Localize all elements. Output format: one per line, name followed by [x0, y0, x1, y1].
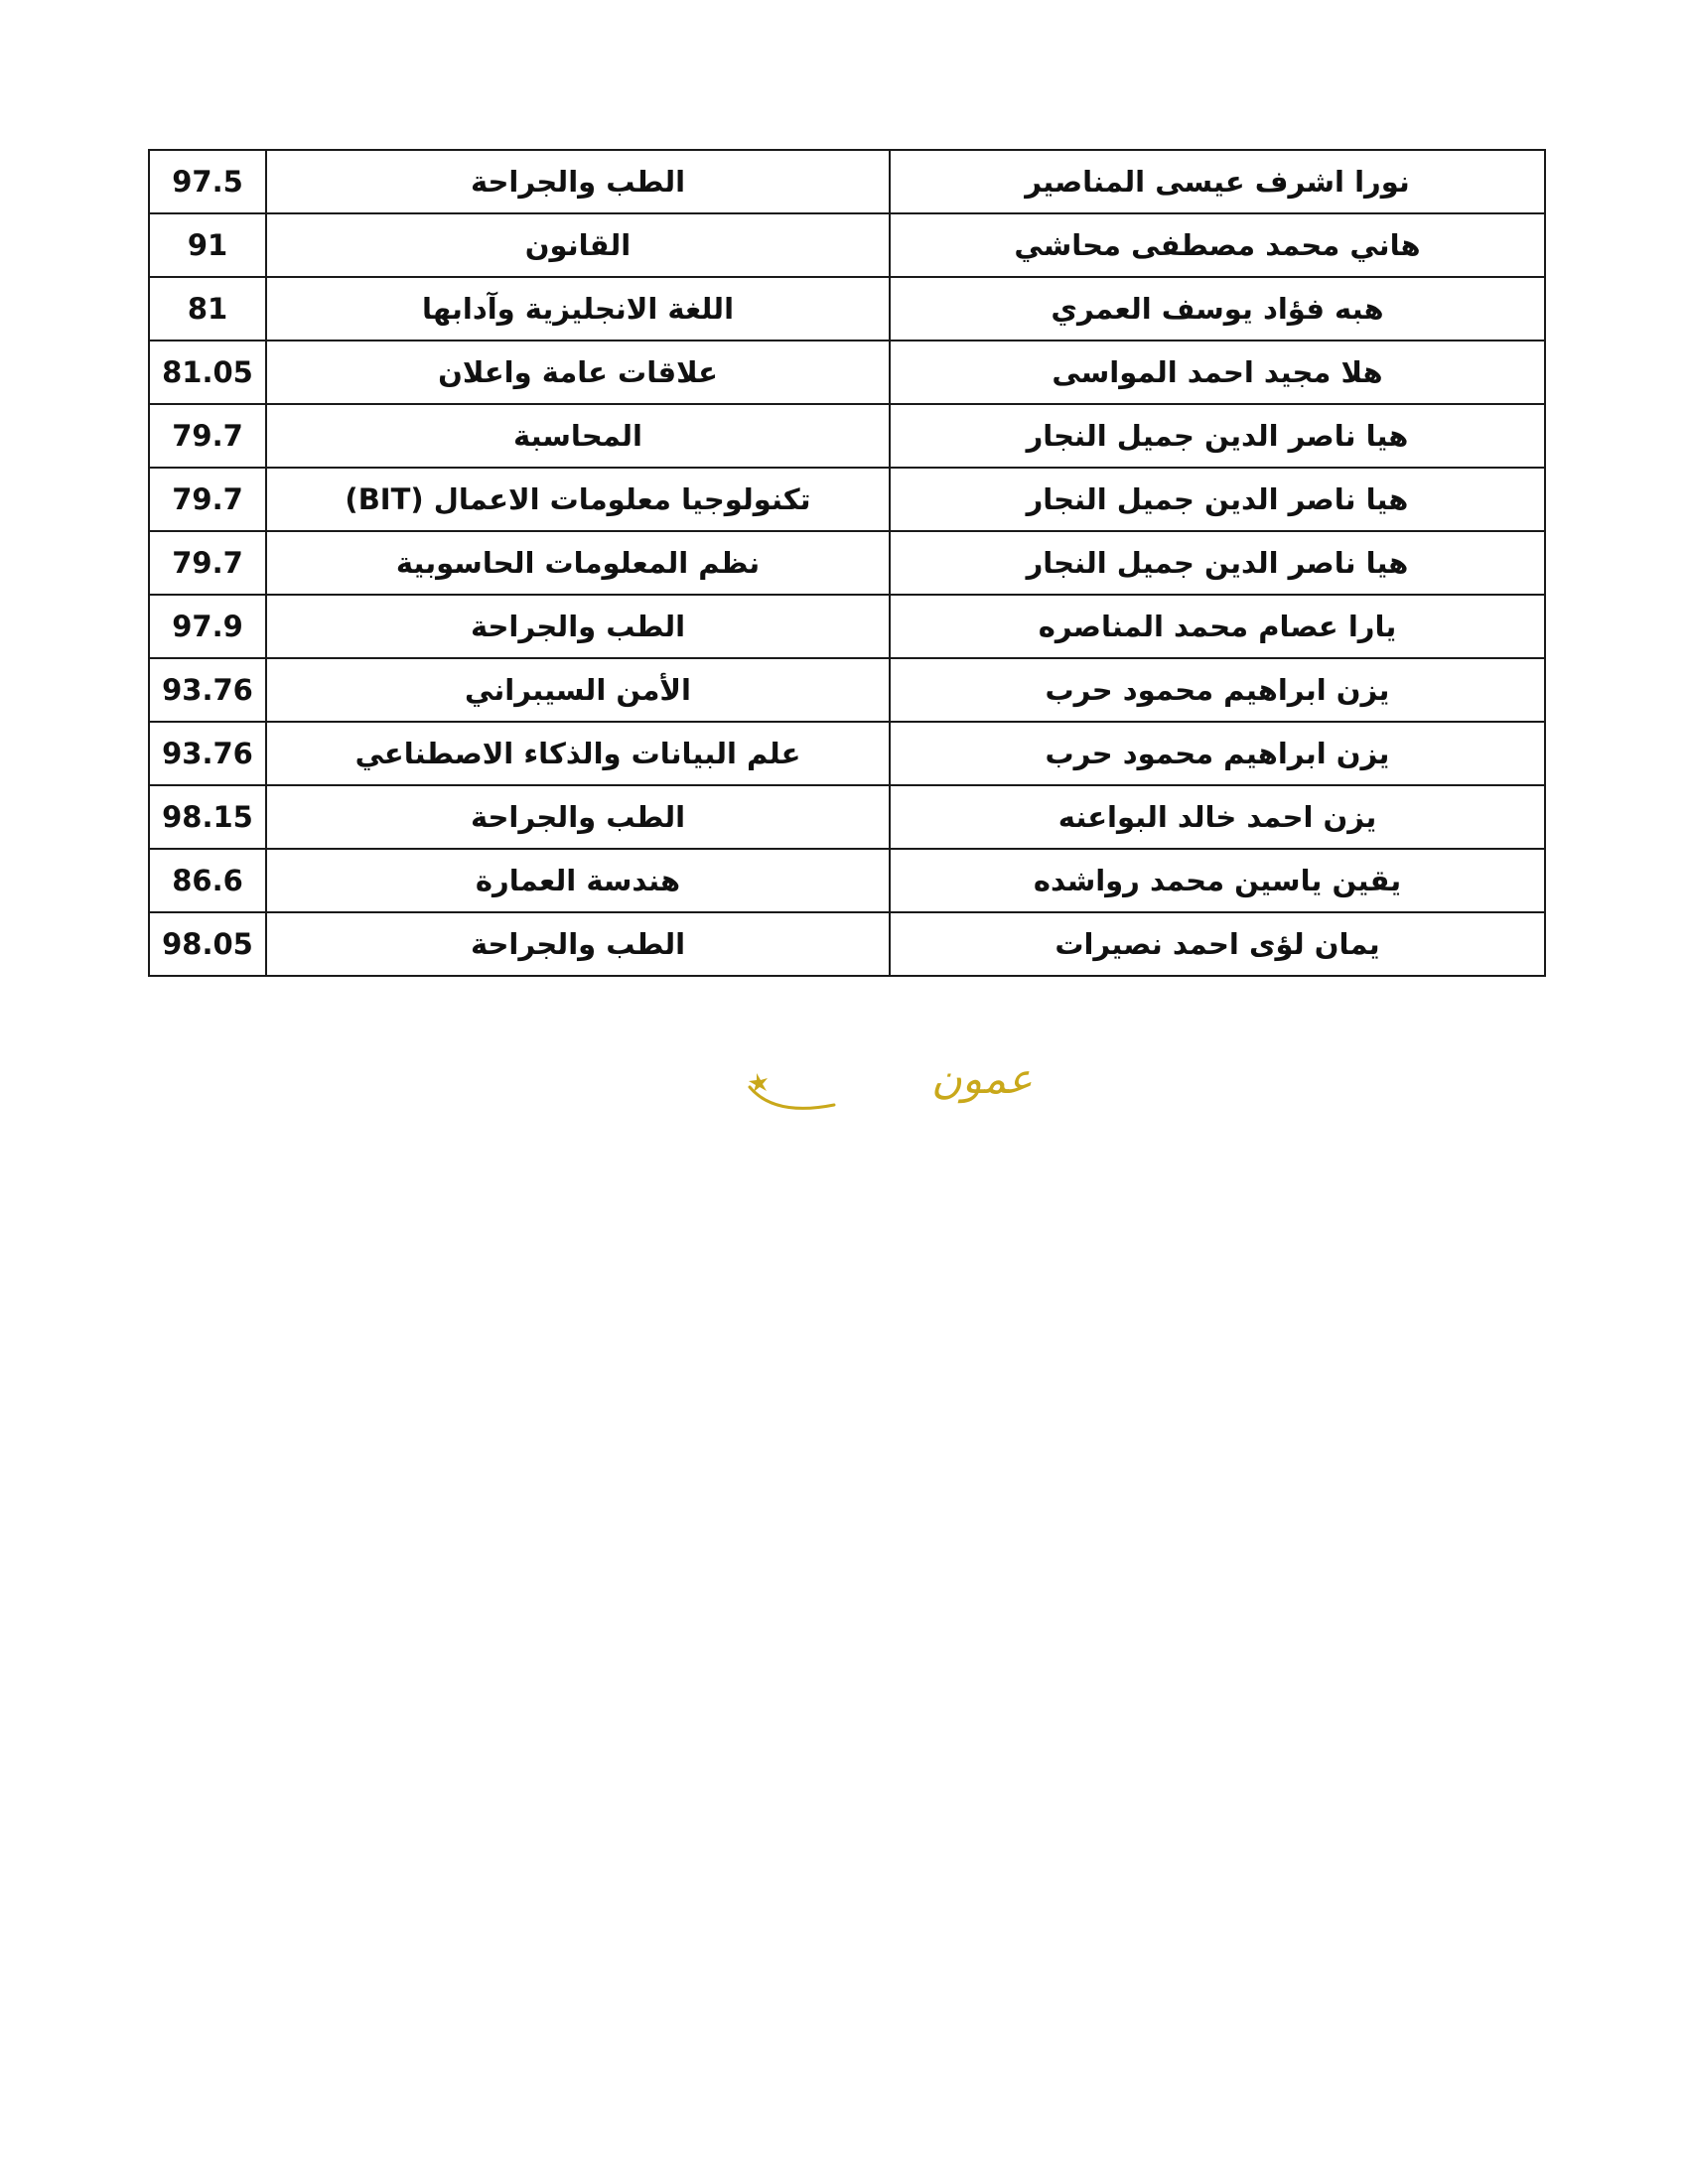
student-name-cell: هيا ناصر الدين جميل النجار [890, 531, 1545, 595]
score-cell: 98.05 [149, 912, 266, 976]
table-row [149, 404, 1545, 468]
table-row [149, 722, 1545, 785]
score-cell: 79.7 [149, 531, 266, 595]
score-cell: 97.9 [149, 595, 266, 658]
results-table-body [149, 150, 1545, 976]
major-cell: الطب والجراحة [266, 912, 890, 976]
major-cell: علم البيانات والذكاء الاصطناعي [266, 722, 890, 785]
table-row [149, 658, 1545, 722]
student-name-cell: هاني محمد مصطفى محاشي [890, 213, 1545, 277]
score-cell: 86.6 [149, 849, 266, 912]
logo-wordmark: عمون [931, 1054, 1033, 1103]
major-cell: علاقات عامة واعلان [266, 341, 890, 404]
score-cell: 97.5 [149, 150, 266, 213]
score-cell: 81.05 [149, 341, 266, 404]
student-name-cell: هيا ناصر الدين جميل النجار [890, 404, 1545, 468]
logo-swash [750, 1087, 834, 1108]
table-row [149, 213, 1545, 277]
score-cell: 79.7 [149, 468, 266, 531]
score-cell: 98.15 [149, 785, 266, 849]
table-row [149, 341, 1545, 404]
major-cell: الطب والجراحة [266, 150, 890, 213]
student-name-cell: نورا اشرف عيسى المناصير [890, 150, 1545, 213]
table-row [149, 849, 1545, 912]
student-name-cell: هلا مجيد احمد المواسى [890, 341, 1545, 404]
student-name-cell: يزن ابراهيم محمود حرب [890, 658, 1545, 722]
student-name-cell: هبه فؤاد يوسف العمري [890, 277, 1545, 341]
score-cell: 93.76 [149, 658, 266, 722]
major-cell: الطب والجراحة [266, 785, 890, 849]
score-cell: 79.7 [149, 404, 266, 468]
student-name-cell: يزن ابراهيم محمود حرب [890, 722, 1545, 785]
table-row [149, 785, 1545, 849]
major-cell: هندسة العمارة [266, 849, 890, 912]
table-row [149, 277, 1545, 341]
student-name-cell: يارا عصام محمد المناصره [890, 595, 1545, 658]
major-cell: تكنولوجيا معلومات الاعمال (BIT) [266, 468, 890, 531]
major-cell: الأمن السيبراني [266, 658, 890, 722]
major-cell: نظم المعلومات الحاسوبية [266, 531, 890, 595]
major-cell: الطب والجراحة [266, 595, 890, 658]
student-name-cell: يزن احمد خالد البواعنه [890, 785, 1545, 849]
student-name-cell: هيا ناصر الدين جميل النجار [890, 468, 1545, 531]
table-row [149, 595, 1545, 658]
table-row [149, 150, 1545, 213]
score-cell: 91 [149, 213, 266, 277]
score-cell: 93.76 [149, 722, 266, 785]
major-cell: المحاسبة [266, 404, 890, 468]
results-table [148, 149, 1546, 977]
table-row [149, 531, 1545, 595]
student-name-cell: يقين ياسين محمد رواشده [890, 849, 1545, 912]
ammon-logo [745, 1047, 1033, 1127]
major-cell: القانون [266, 213, 890, 277]
major-cell: اللغة الانجليزية وآدابها [266, 277, 890, 341]
table-row [149, 468, 1545, 531]
table-row [149, 912, 1545, 976]
ammon-logo-mark [745, 1047, 1033, 1127]
score-cell: 81 [149, 277, 266, 341]
student-name-cell: يمان لؤى احمد نصيرات [890, 912, 1545, 976]
